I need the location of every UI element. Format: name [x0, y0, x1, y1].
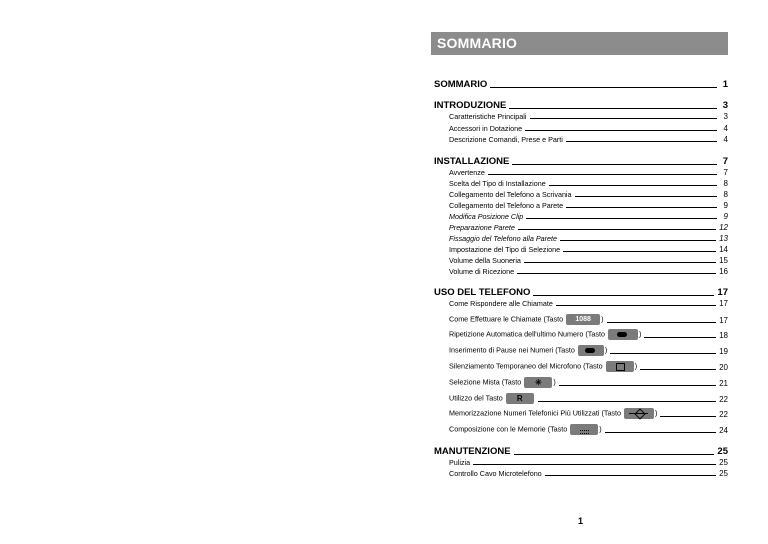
toc-item-label: Volume di Ricezione	[449, 267, 515, 276]
toc-item-label: Come Rispondere alle Chiamate	[449, 299, 553, 308]
star-key-icon: ✳	[524, 377, 552, 388]
section-title: MANUTENZIONE	[434, 446, 511, 457]
page-ref: 9	[723, 212, 728, 221]
page-ref: 17	[719, 316, 728, 325]
leader-line	[526, 218, 717, 219]
toc-item-label: Descrizione Comandi, Prese e Parti	[449, 135, 563, 144]
page-ref: 25	[719, 469, 728, 478]
mute-microphone-key-icon	[606, 361, 634, 372]
recall-r-key-icon: R	[506, 393, 534, 404]
page-ref: 25	[719, 458, 728, 467]
section-title: INSTALLAZIONE	[434, 156, 510, 167]
leader-line	[525, 130, 717, 131]
toc-item-label: Fissaggio del Telefono alla Parete	[449, 234, 558, 243]
toc-item-label: Pulizia	[449, 458, 471, 467]
toc-item[interactable]	[449, 233, 728, 243]
leader-line	[518, 229, 716, 230]
leader-line	[530, 118, 718, 119]
toc-item[interactable]	[449, 457, 728, 467]
toc-item-label: Memorizzazione Numeri Telefonici Più Utilizzati (Tasto )	[449, 408, 657, 419]
page-number: 1	[578, 516, 584, 526]
toc-item-label: Collegamento del Telefono a Scrivania	[449, 190, 572, 199]
toc-item-label: Volume della Suoneria	[449, 256, 521, 265]
leader-line	[514, 454, 715, 455]
toc-item[interactable]	[449, 422, 728, 435]
leader-line	[509, 108, 717, 109]
leader-line	[512, 164, 717, 165]
toc-item[interactable]	[449, 123, 728, 133]
leader-line	[524, 262, 716, 263]
leader-line	[660, 416, 716, 417]
page-ref: 17	[719, 299, 728, 308]
leader-line	[563, 251, 716, 252]
page-ref: 12	[719, 223, 728, 232]
toc-section-uso-del-telefono[interactable]	[434, 286, 728, 298]
toc-item-label: Composizione con le Memorie (Tasto )	[449, 424, 602, 434]
page-ref: 21	[719, 379, 728, 388]
leader-line	[517, 273, 716, 274]
page-ref: 22	[719, 410, 728, 419]
toc-item-label: Scelta del Tipo di Installazione	[449, 179, 546, 188]
toc-section-installazione[interactable]	[434, 155, 728, 167]
page-ref: 17	[717, 287, 728, 298]
page-ref: 8	[723, 190, 728, 199]
page-ref: 24	[719, 426, 728, 435]
toc-item-label: Inserimento di Pause nei Numeri (Tasto )	[449, 345, 608, 355]
page-ref: 1	[722, 79, 728, 90]
leader-line	[488, 174, 717, 175]
toc-item[interactable]	[449, 189, 728, 199]
toc-item[interactable]	[449, 167, 728, 177]
leader-line	[575, 196, 717, 197]
page-ref: 7	[723, 168, 728, 177]
section-title: USO DEL TELEFONO	[434, 287, 531, 298]
page-ref: 20	[719, 363, 728, 372]
toc-section-manutenzione[interactable]	[434, 445, 728, 457]
page-ref: 9	[723, 201, 728, 210]
toc-item-label: Preparazione Parete	[449, 223, 515, 232]
toc-item-label: Collegamento del Telefono a Parete	[449, 201, 564, 210]
leader-line	[549, 185, 717, 186]
toc-item-label: Impostazione del Tipo di Selezione	[449, 245, 561, 254]
toc-item[interactable]	[449, 468, 728, 478]
page-ref: 8	[723, 179, 728, 188]
leader-line	[556, 305, 716, 306]
toc-item-label: Selezione Mista (Tasto ✳ )	[449, 377, 556, 387]
toc-item-label: Modifica Posizione Clip	[449, 212, 524, 221]
section-title: INTRODUZIONE	[434, 100, 507, 111]
store-key-icon	[624, 408, 654, 419]
toc-item[interactable]	[449, 343, 728, 356]
toc-item-label: Controllo Cavo Microtelefono	[449, 469, 542, 478]
toc-item-label: Utilizzo del Tasto R	[449, 393, 535, 404]
toc-item[interactable]	[449, 178, 728, 188]
leader-line	[538, 401, 716, 402]
leader-line	[533, 295, 714, 296]
toc-item[interactable]	[449, 391, 728, 404]
toc-item[interactable]	[449, 359, 728, 372]
page-ref: 14	[719, 245, 728, 254]
toc-section-introduzione[interactable]	[434, 99, 728, 111]
toc-item-label: Silenziamento Temporaneo del Microfono (Tasto )	[449, 361, 638, 371]
toc-item[interactable]	[449, 211, 728, 221]
toc-item[interactable]	[449, 200, 728, 210]
page-ref: 16	[719, 267, 728, 276]
page-ref: 15	[719, 256, 728, 265]
leader-line	[607, 322, 717, 323]
leader-line	[566, 141, 717, 142]
toc-item[interactable]	[449, 134, 728, 144]
page-ref: 22	[719, 395, 728, 404]
page-header-bar	[431, 32, 728, 55]
toc-item-label: Accessori in Dotazione	[449, 124, 523, 133]
pause-key-icon	[578, 345, 604, 356]
page-title: SOMMARIO	[437, 35, 518, 51]
leader-line	[545, 475, 716, 476]
leader-line	[560, 240, 716, 241]
toc-item[interactable]	[449, 244, 728, 254]
key-1088-icon: 1088	[566, 314, 600, 325]
leader-line	[644, 337, 716, 338]
leader-line	[559, 385, 716, 386]
toc-item[interactable]	[449, 327, 728, 340]
page-ref: 3	[723, 112, 728, 121]
toc-item-label: Ripetizione Automatica dell'ultimo Numero (Tasto )	[449, 329, 642, 339]
toc-item[interactable]	[449, 298, 728, 308]
toc-item[interactable]	[449, 406, 728, 419]
section-title: SOMMARIO	[434, 79, 488, 90]
toc-item-label: Caratteristiche Principali	[449, 112, 527, 121]
leader-line	[566, 207, 717, 208]
page-ref: 4	[723, 124, 728, 133]
toc-item[interactable]	[449, 266, 728, 276]
page-ref: 4	[723, 135, 728, 144]
page-ref: 7	[722, 156, 728, 167]
toc-item[interactable]	[449, 312, 728, 325]
leader-line	[640, 369, 716, 370]
leader-line	[610, 353, 716, 354]
page-ref: 25	[717, 446, 728, 457]
toc-item[interactable]	[449, 222, 728, 232]
page-ref: 13	[719, 234, 728, 243]
leader-line	[473, 464, 716, 465]
toc-item-label: Come Effettuare le Chiamate (Tasto 1088 )	[449, 314, 604, 324]
page-ref: 3	[722, 100, 728, 111]
toc-item-label: Avvertenze	[449, 168, 485, 177]
page-ref: 18	[719, 331, 728, 340]
leader-line	[605, 432, 716, 433]
redial-key-icon	[608, 329, 638, 340]
memory-key-icon	[570, 424, 598, 435]
toc-item[interactable]	[449, 375, 728, 388]
toc-item[interactable]	[449, 111, 728, 121]
toc-section-sommario[interactable]	[434, 78, 728, 90]
leader-line	[490, 87, 717, 88]
toc-item[interactable]	[449, 255, 728, 265]
page-ref: 19	[719, 347, 728, 356]
